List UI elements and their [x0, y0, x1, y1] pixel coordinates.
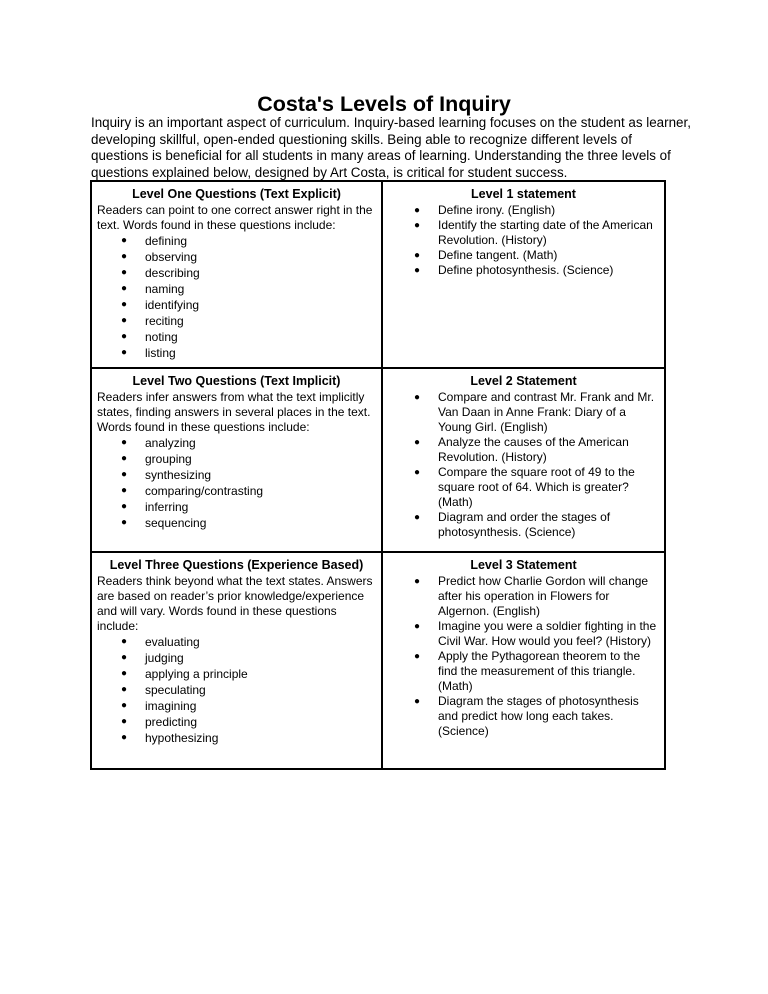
- list-item: [412, 263, 659, 278]
- statement-text: Analyze the causes of the American Revolution. (History): [438, 435, 629, 464]
- question-word: predicting: [145, 715, 198, 729]
- bullet-icon: ●: [414, 392, 421, 403]
- question-word: imagining: [145, 699, 197, 713]
- list-item: [412, 435, 659, 465]
- list-item: [119, 698, 376, 714]
- question-word: applying a principle: [145, 667, 248, 681]
- bullet-icon: ●: [414, 467, 421, 478]
- list-item: [412, 390, 659, 435]
- table-row: [91, 368, 665, 552]
- level-description: Readers infer answers from what the text implicitly states, finding answers in several places in the text. Words found in these questions include:: [97, 390, 371, 434]
- bullet-icon: ●: [121, 235, 128, 246]
- statement-text: Define irony. (English): [438, 203, 556, 217]
- level-statement-cell: [382, 181, 665, 368]
- list-item: [119, 329, 376, 345]
- bullet-icon: ●: [121, 732, 128, 743]
- question-word: evaluating: [145, 635, 200, 649]
- bullet-icon: ●: [121, 437, 128, 448]
- list-item: [412, 510, 659, 540]
- bullet-icon: ●: [414, 220, 421, 231]
- statement-text: Compare the square root of 49 to the square root of 64. Which is greater? (Math): [438, 465, 635, 509]
- list-item: [119, 249, 376, 265]
- question-words-list: [97, 435, 376, 531]
- list-item: [412, 649, 659, 694]
- question-word: speculating: [145, 683, 206, 697]
- list-item: [412, 248, 659, 263]
- bullet-icon: ●: [414, 205, 421, 216]
- bullet-icon: ●: [414, 512, 421, 523]
- bullet-icon: ●: [121, 668, 128, 679]
- level-questions-heading: Level Three Questions (Experience Based): [109, 558, 364, 572]
- list-item: [119, 281, 376, 297]
- list-item: [412, 203, 659, 218]
- question-word: defining: [145, 234, 188, 248]
- list-item: [119, 634, 376, 650]
- level-description: Readers can point to one correct answer right in the text. Words found in these questions include:: [97, 203, 373, 232]
- statement-list: [388, 390, 659, 540]
- question-word: inferring: [145, 500, 189, 514]
- question-word: noting: [145, 330, 178, 344]
- question-word: listing: [145, 346, 176, 360]
- list-item: [119, 467, 376, 483]
- list-item: [412, 694, 659, 739]
- list-item: [119, 483, 376, 499]
- question-words-list: [97, 233, 376, 361]
- page-title: Costa's Levels of Inquiry: [257, 92, 511, 116]
- list-item: [119, 345, 376, 361]
- bullet-icon: ●: [121, 283, 128, 294]
- question-word: reciting: [145, 314, 184, 328]
- question-word: hypothesizing: [145, 731, 219, 745]
- list-item: [119, 313, 376, 329]
- statement-text: Imagine you were a soldier fighting in the Civil War. How would you feel? (History): [438, 619, 657, 648]
- bullet-icon: ●: [121, 331, 128, 342]
- question-word: naming: [145, 282, 185, 296]
- list-item: [119, 515, 376, 531]
- bullet-icon: ●: [121, 299, 128, 310]
- bullet-icon: ●: [121, 636, 128, 647]
- bullet-icon: ●: [121, 347, 128, 358]
- list-item: [119, 714, 376, 730]
- level-questions-cell: [91, 368, 382, 552]
- list-item: [119, 435, 376, 451]
- level-description: Readers think beyond what the text states. Answers are based on reader’s prior knowledge/experience and will vary. Words found in these questions include:: [97, 574, 373, 633]
- statement-text: Identify the starting date of the American Revolution. (History): [438, 218, 653, 247]
- question-word: describing: [145, 266, 200, 280]
- bullet-icon: ●: [414, 437, 421, 448]
- bullet-icon: ●: [121, 652, 128, 663]
- level-statement-heading: Level 2 Statement: [470, 374, 577, 388]
- statement-text: Apply the Pythagorean theorem to the find the measurement of this triangle. (Math): [438, 649, 641, 693]
- level-statement-cell: [382, 368, 665, 552]
- bullet-icon: ●: [414, 621, 421, 632]
- statement-list: [388, 574, 659, 739]
- list-item: [412, 465, 659, 510]
- bullet-icon: ●: [414, 651, 421, 662]
- statement-text: Compare and contrast Mr. Frank and Mr. Van Daan in Anne Frank: Diary of a Young Girl. (English): [438, 390, 655, 434]
- list-item: [119, 666, 376, 682]
- question-word: observing: [145, 250, 198, 264]
- statement-text: Define photosynthesis. (Science): [438, 263, 614, 277]
- levels-table: [90, 180, 666, 770]
- bullet-icon: ●: [121, 501, 128, 512]
- list-item: [119, 265, 376, 281]
- statement-text: Define tangent. (Math): [438, 248, 558, 262]
- level-questions-cell: [91, 181, 382, 368]
- level-questions-heading: Level One Questions (Text Explicit): [132, 187, 341, 201]
- list-item: [119, 499, 376, 515]
- bullet-icon: ●: [121, 517, 128, 528]
- bullet-icon: ●: [121, 716, 128, 727]
- question-words-list: [97, 634, 376, 746]
- question-word: grouping: [145, 452, 192, 466]
- level-statement-heading: Level 1 statement: [471, 187, 576, 201]
- bullet-icon: ●: [414, 696, 421, 707]
- statement-text: Diagram and order the stages of photosynthesis. (Science): [438, 510, 611, 539]
- table-row: [91, 181, 665, 368]
- bullet-icon: ●: [414, 576, 421, 587]
- bullet-icon: ●: [414, 265, 421, 276]
- question-word: identifying: [145, 298, 200, 312]
- statement-list: [388, 203, 659, 278]
- list-item: [412, 619, 659, 649]
- bullet-icon: ●: [121, 251, 128, 262]
- bullet-icon: ●: [121, 469, 128, 480]
- list-item: [119, 650, 376, 666]
- list-item: [119, 682, 376, 698]
- level-questions-heading: Level Two Questions (Text Implicit): [132, 374, 341, 388]
- bullet-icon: ●: [121, 315, 128, 326]
- list-item: [119, 451, 376, 467]
- level-questions-cell: [91, 552, 382, 769]
- level-statement-cell: [382, 552, 665, 769]
- question-word: sequencing: [145, 516, 207, 530]
- question-word: synthesizing: [145, 468, 212, 482]
- bullet-icon: ●: [121, 453, 128, 464]
- list-item: [119, 297, 376, 313]
- table-row: [91, 552, 665, 769]
- intro-paragraph: Inquiry is an important aspect of curriculum. Inquiry-based learning focuses on the student as learner, developing skillful, open-ended questioning skills. Being able to recognize different levels of questions is beneficial for all students in many areas of learning. Understanding the three levels of questions explained below, designed by Art Costa, is critical for student success.: [91, 115, 691, 180]
- list-item: [412, 218, 659, 248]
- question-word: comparing/contrasting: [145, 484, 264, 498]
- bullet-icon: ●: [414, 250, 421, 261]
- level-statement-heading: Level 3 Statement: [470, 558, 577, 572]
- list-item: [412, 574, 659, 619]
- statement-text: Diagram the stages of photosynthesis and predict how long each takes. (Science): [438, 694, 639, 738]
- bullet-icon: ●: [121, 485, 128, 496]
- list-item: [119, 730, 376, 746]
- list-item: [119, 233, 376, 249]
- question-word: judging: [145, 651, 184, 665]
- question-word: analyzing: [145, 436, 196, 450]
- bullet-icon: ●: [121, 267, 128, 278]
- statement-text: Predict how Charlie Gordon will change after his operation in Flowers for Algernon. (English): [438, 574, 649, 618]
- bullet-icon: ●: [121, 700, 128, 711]
- bullet-icon: ●: [121, 684, 128, 695]
